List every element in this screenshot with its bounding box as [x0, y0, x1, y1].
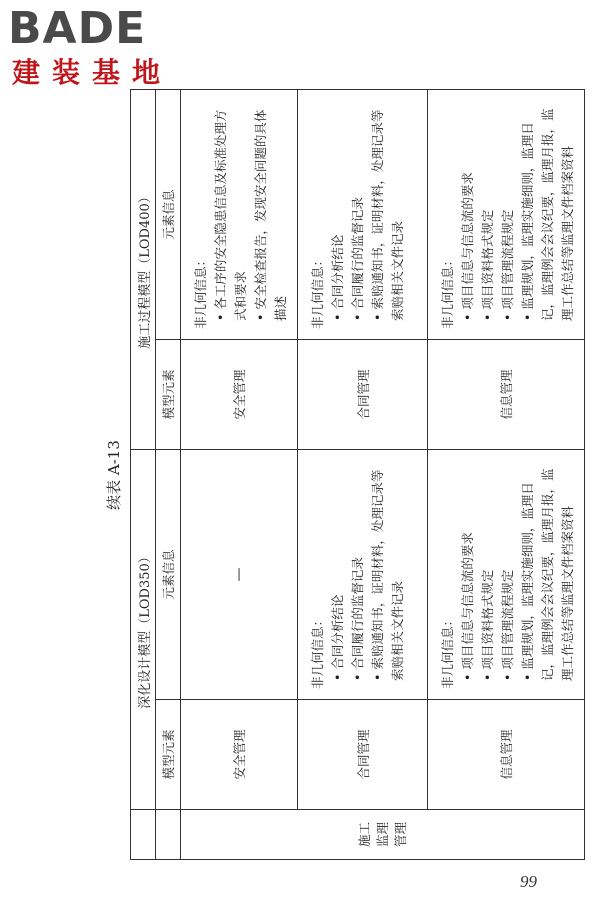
info-item: • 合同履行的监督记录	[350, 197, 365, 321]
info-item: • 合同履行的监督记录	[350, 557, 365, 681]
info-heading: 非几何信息：	[193, 253, 208, 329]
info-heading: 非几何信息：	[440, 613, 455, 689]
info-item: • 各工序的安全隐患信息及标准处理方式和要求	[213, 109, 248, 321]
info-heading: 非几何信息：	[310, 613, 325, 689]
element-info-cell	[181, 90, 298, 340]
subheader-element-info-1: 元素信息	[156, 450, 181, 700]
table-caption: 续表 A-13	[105, 440, 123, 510]
header-group-lod350: 深化设计模型（LOD350）	[131, 450, 156, 810]
info-item: • 项目管理流程规定	[500, 209, 515, 321]
info-item: • 安全检查报告，发现安全问题的具体描述	[253, 109, 288, 321]
element-info-dash: —	[181, 450, 298, 700]
table-row	[181, 90, 298, 860]
logo-subtitle: 建装基地	[12, 56, 173, 89]
info-item: • 监理规划，监理实施细则，监理日记，监理例会会议纪要，监理月报，监理工作总结等监理文件档案资料	[520, 108, 575, 321]
info-item: • 合同分析结论	[330, 594, 345, 681]
info-item: • 项目信息与信息流的要求	[460, 172, 475, 321]
element-cell: 安全管理	[181, 340, 298, 450]
element-info-cell	[298, 90, 428, 340]
header-group-lod400: 施工过程模型（LOD400）	[131, 90, 156, 450]
element-info-cell	[428, 90, 585, 340]
lod-model-table	[130, 89, 585, 860]
table-subheader-row	[156, 90, 181, 860]
info-heading: 非几何信息：	[310, 253, 325, 329]
info-item: • 项目资料格式规定	[480, 569, 495, 681]
info-item: • 项目信息与信息流的要求	[460, 532, 475, 681]
info-item: • 监理规划，监理实施细则，监理日记，监理例会会议纪要，监理月报，监理工作总结等监理文件档案资料	[520, 468, 575, 681]
element-info-cell	[298, 450, 428, 700]
subheader-model-element-2: 模型元素	[156, 340, 181, 450]
element-cell: 信息管理	[428, 340, 585, 450]
info-item: • 索赔通知书，证明材料，处理记录等索赔相关文件记录	[370, 109, 405, 321]
info-item: • 项目管理流程规定	[500, 569, 515, 681]
info-item: • 合同分析结论	[330, 234, 345, 321]
info-heading: 非几何信息：	[440, 253, 455, 329]
logo-wordmark: BADE	[8, 3, 147, 54]
page-number: 99	[520, 872, 537, 891]
subheader-blank-cell	[156, 810, 181, 860]
info-item: • 索赔通知书，证明材料，处理记录等索赔相关文件记录	[370, 469, 405, 681]
element-cell: 合同管理	[298, 340, 428, 450]
header-blank-cell	[131, 810, 156, 860]
subheader-model-element-1: 模型元素	[156, 700, 181, 810]
element-cell: 信息管理	[428, 700, 585, 810]
element-cell: 安全管理	[181, 700, 298, 810]
table-row	[428, 90, 585, 860]
info-item: • 项目资料格式规定	[480, 209, 495, 321]
category-cell: 施工监理管理	[181, 810, 585, 860]
table-header-row	[131, 90, 156, 860]
subheader-element-info-2: 元素信息	[156, 90, 181, 340]
element-cell: 合同管理	[298, 700, 428, 810]
table-row	[298, 90, 428, 860]
bade-logo	[8, 3, 188, 96]
element-info-cell	[428, 450, 585, 700]
rotated-page-content	[100, 90, 575, 860]
